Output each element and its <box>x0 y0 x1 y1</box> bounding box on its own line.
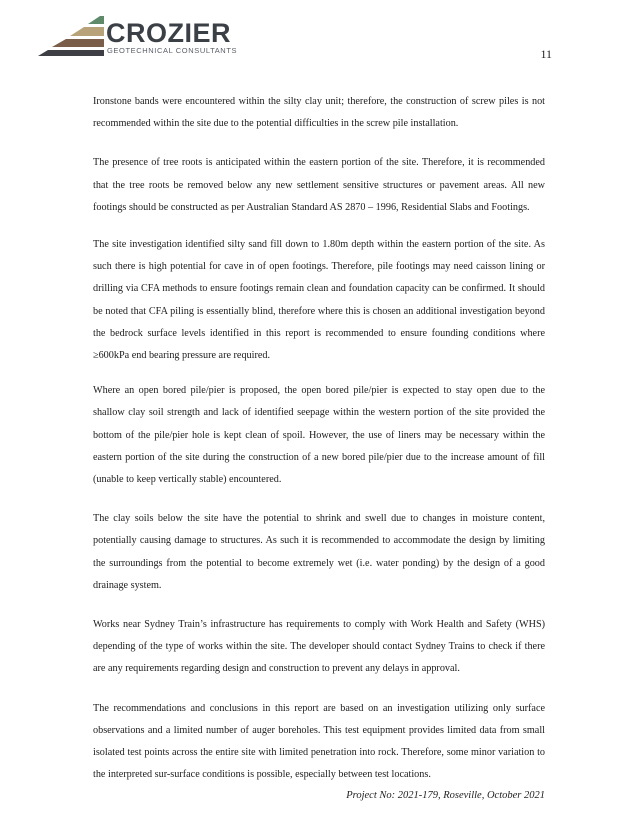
brand-subtitle: GEOTECHNICAL CONSULTANTS <box>107 46 238 55</box>
crozier-stripes-logo-icon <box>38 14 108 58</box>
paragraph-clay-shrink-swell: The clay soils below the site have the potential to shrink and swell due to changes in moisture content, potentially causing damage to structures. As such it is recommended to accommodate the design by limiting the surroundings from the potential to become extremely wet (i.e. water ponding) by the design of a good drainage system. <box>93 513 545 591</box>
paragraph-limitations: The recommendations and conclusions in this report are based on an investigation utilizing only surface observations and a limited number of auger boreholes. This test equipment provides limited data from small isolated test points across the entire site with limited penetration into rock. Therefore, some minor variation to the interpreted sur-surface conditions is possible, especially between test locations. <box>93 702 545 781</box>
company-logo <box>38 14 248 58</box>
paragraph-fill-cave-in: The site investigation identified silty sand fill down to 1.80m depth within the eastern portion of the site. As such there is high potential for cave in of open footings. Therefore, pile footings may need caisson lining or drilling via CFA methods to ensure footings remain clean and foundation capacity can be confirmed. It should be noted that CFA piling is essentially blind, therefore where this is chosen an additional investigation beyond the bedrock surface levels identified in this report is recommended to ensure founding conditions where ≥600kPa end bearing pressure are required. <box>93 239 545 362</box>
paragraph-screw-piles: Ironstone bands were encountered within the silty clay unit; therefore, the construction of screw piles is not recommended within the site due to the potential difficulties in the screw pile installation. <box>93 96 545 130</box>
paragraph-bored-piles: Where an open bored pile/pier is proposed, the open bored pile/pier is expected to stay open due to the shallow clay soil strength and lack of identified seepage within the western portion of the site provided the bottom of the pile/pier hole is kept clean of spoil. However, the use of liners may be necessary within the eastern portion of the site during the construction of a new bored pile/pier due to the increase amount of fill (unable to keep vertically stable) encountered. <box>93 385 545 486</box>
page-number: 11 <box>540 47 552 61</box>
footer-project-line: Project No: 2021-179, Roseville, October 2021 <box>346 790 545 801</box>
paragraph-tree-roots: The presence of tree roots is anticipated within the eastern portion of the site. Therefore, it is recommended that the tree roots be removed below any new settlement sensitive structures or pavement areas. All new footings should be constructed as per Australian Standard AS 2870 – 1996, Residential Slabs and Footings. <box>93 157 545 213</box>
brand-name: CROZIER <box>106 18 231 48</box>
body-text <box>93 91 545 803</box>
paragraph-sydney-trains: Works near Sydney Train’s infrastructure has requirements to comply with Work Health and Safety (WHS) depending of the type of works within the site. The developer should contact Sydney Trains to check if there are any requirements regarding design and construction to prevent any delays in approval. <box>93 619 545 675</box>
